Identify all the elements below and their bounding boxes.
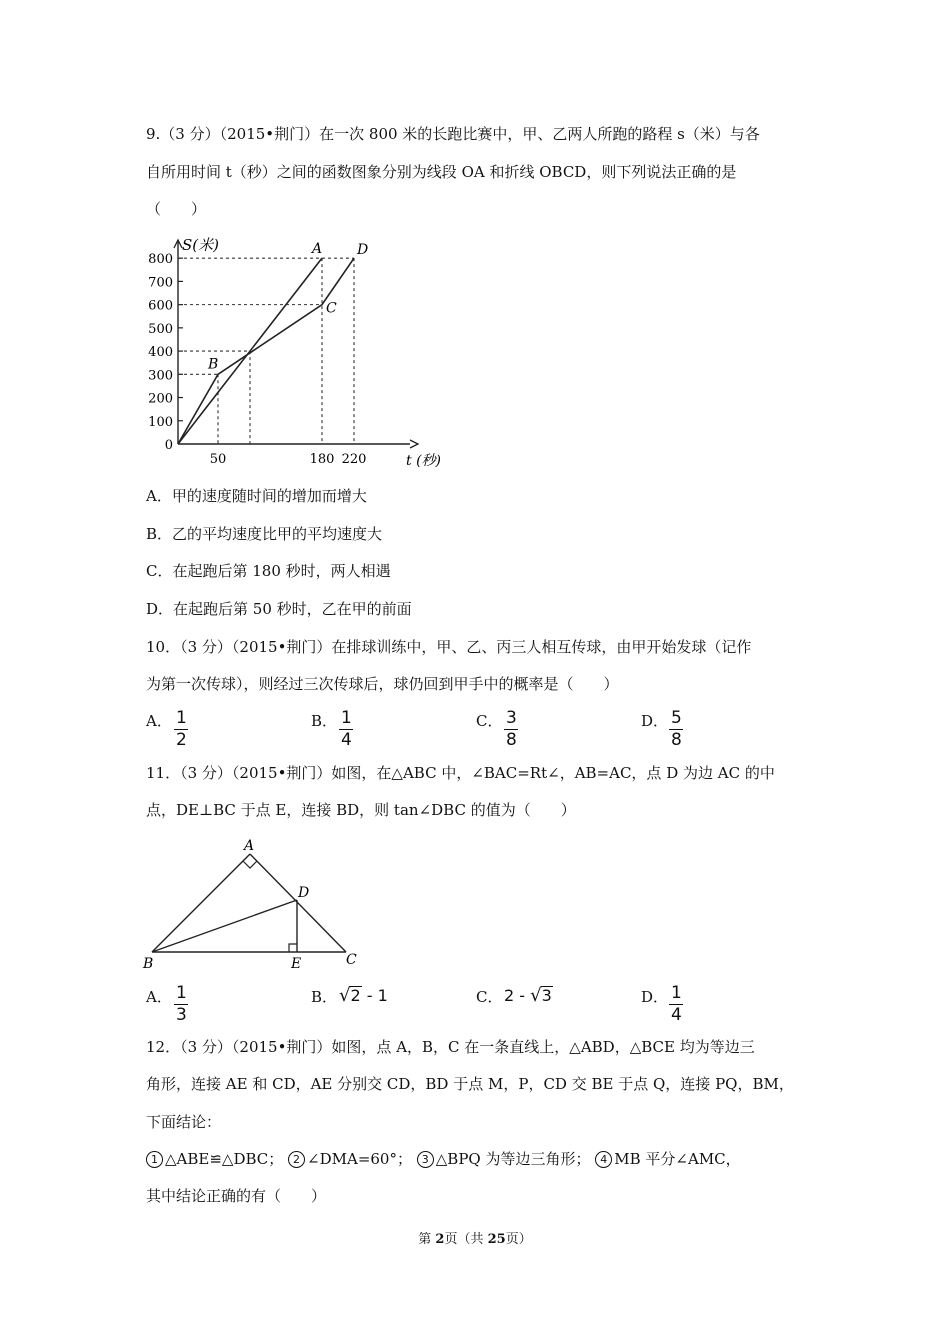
q10-option-a-letter: A． (146, 712, 172, 730)
q10-option-c-letter: C． (476, 712, 503, 730)
footer-total-pages: 25 (487, 1232, 506, 1247)
q10-option-a-fraction (174, 709, 189, 749)
q9-line3: （ ） (146, 200, 207, 218)
fraction-denominator: 3 (176, 1005, 187, 1026)
q11-option-c-letter: C． (476, 988, 503, 1006)
footer-prefix: 第 (418, 1232, 436, 1247)
y-tick-label-700: 700 (148, 275, 173, 291)
q9-option-b: B．乙的平均速度比甲的平均速度大 (146, 525, 383, 543)
q11-line1: 11．（3 分）（2015•荆门）如图，在△ABC 中，∠BAC=Rt∠，AB=AC，点 D 为边 AC 的中 (146, 764, 775, 782)
label-e: E (291, 956, 302, 972)
q12-conclusions (146, 1149, 741, 1169)
q12-line3: 下面结论： (146, 1113, 222, 1131)
y-tick-label-600: 600 (148, 298, 173, 314)
conclusion-1: △ABE≌△DBC； (165, 1150, 284, 1168)
point-label-C: C (326, 300, 337, 317)
x-tick-label-180: 180 (309, 452, 335, 467)
q12-line1: 12．（3 分）（2015•荆门）如图，点 A，B，C 在一条直线上，△ABD，△BCE 均为等边三 (146, 1038, 755, 1056)
fraction-numerator: 3 (506, 708, 517, 728)
conclusion-3: △BPQ 为等边三角形； (435, 1150, 591, 1168)
y-tick-label-800: 800 (148, 252, 173, 268)
series-OA (178, 258, 322, 444)
q10-option-c-fraction (504, 709, 519, 749)
fraction-numerator: 1 (176, 983, 187, 1003)
label-d: D (298, 885, 310, 901)
right-angle-mark-a (243, 861, 257, 868)
x-axis-arrow (410, 440, 418, 448)
footer-page-number: 2 (435, 1232, 445, 1247)
q10-line1: 10．（3 分）（2015•荆门）在排球训练中，甲、乙、丙三人相互传球，由甲开始发球（记作 (146, 638, 752, 656)
page-footer (0, 1228, 950, 1247)
fraction-numerator: 1 (341, 708, 352, 728)
footer-suffix: 页） (505, 1232, 532, 1247)
point-label-A: A (312, 241, 323, 258)
q9-line2: 自所用时间 t（秒）之间的函数图象分别为线段 OA 和折线 OBCD，则下列说法正确的是 (146, 163, 737, 181)
label-a: A (244, 838, 255, 854)
q9-chart (140, 228, 460, 478)
expression-rest: - 1 (366, 986, 388, 1005)
q9-line1: 9.（3 分）（2015•荆门）在一次 800 米的长跑比赛中，甲、乙两人所跑的路程 s（米）与各 (146, 125, 760, 143)
radicand: 3 (541, 986, 552, 1005)
q10-option-d-fraction (669, 709, 684, 749)
x-axis-label: t (秒) (406, 453, 441, 469)
fraction-denominator: 4 (671, 1005, 682, 1026)
point-label-D: D (357, 242, 369, 259)
right-angle-mark-e (289, 944, 297, 952)
circled-number-2: 2 (288, 1151, 305, 1168)
q11-option-b-expression: √2 - 1 (339, 985, 388, 1006)
q10-option-b-letter: B． (311, 712, 338, 730)
conclusion-4: MB 平分∠AMC， (614, 1150, 741, 1168)
q11-option-a-letter: A． (146, 988, 172, 1006)
point-label-B: B (208, 356, 219, 373)
q11-line2: 点，DE⊥BC 于点 E，连接 BD，则 tan∠DBC 的值为（ ） (146, 801, 576, 819)
y-tick-label-0: 0 (164, 438, 173, 453)
y-tick-label-100: 100 (148, 414, 173, 430)
fraction-numerator: 1 (671, 983, 682, 1003)
q11-triangle-figure (140, 834, 370, 974)
q9-option-a: A．甲的速度随时间的增加而增大 (146, 487, 367, 505)
fraction-denominator: 8 (671, 730, 682, 751)
segment-ab (152, 854, 250, 952)
y-tick-label-400: 400 (148, 345, 173, 361)
label-c: C (346, 952, 357, 968)
q10-option-b-fraction (339, 709, 354, 749)
y-tick-label-500: 500 (148, 321, 173, 337)
q10-option-d-letter: D． (641, 712, 669, 730)
q9-option-c: C．在起跑后第 180 秒时，两人相遇 (146, 562, 391, 580)
fraction-denominator: 2 (176, 730, 187, 751)
segment-ac (250, 854, 346, 952)
q11-option-c-expression: 2 - √3 (504, 985, 552, 1006)
expression-pre: 2 - (504, 986, 526, 1005)
segment-bd (152, 900, 297, 952)
footer-middle: 页（共 (444, 1232, 488, 1247)
x-tick-label-50: 50 (209, 452, 227, 467)
fraction-numerator: 1 (176, 708, 187, 728)
fraction-denominator: 4 (341, 730, 352, 751)
conclusion-2: ∠DMA=60°； (307, 1150, 412, 1168)
fraction-numerator: 5 (671, 708, 682, 728)
q11-option-d-letter: D． (641, 988, 669, 1006)
y-axis-label: S(米) (182, 236, 219, 254)
x-tick-label-220: 220 (341, 452, 367, 467)
q10-line2: 为第一次传球），则经过三次传球后，球仍回到甲手中的概率是（ ） (146, 675, 619, 693)
q12-line5: 其中结论正确的有（ ） (146, 1187, 327, 1205)
y-tick-label-300: 300 (148, 368, 173, 384)
q9-option-d: D．在起跑后第 50 秒时，乙在甲的前面 (146, 600, 412, 618)
circled-number-1: 1 (146, 1151, 163, 1168)
q11-option-d-fraction (669, 984, 684, 1024)
y-tick-label-200: 200 (148, 391, 173, 407)
circled-number-4: 4 (595, 1151, 612, 1168)
q12-line2: 角形，连接 AE 和 CD，AE 分别交 CD，BD 于点 M，P，CD 交 BE 于点 Q，连接 PQ，BM， (146, 1075, 794, 1093)
radicand: 2 (350, 986, 361, 1005)
label-b: B (143, 956, 154, 972)
circled-number-3: 3 (417, 1151, 434, 1168)
q11-option-b-letter: B． (311, 988, 338, 1006)
q11-option-a-fraction (174, 984, 189, 1024)
fraction-denominator: 8 (506, 730, 517, 751)
